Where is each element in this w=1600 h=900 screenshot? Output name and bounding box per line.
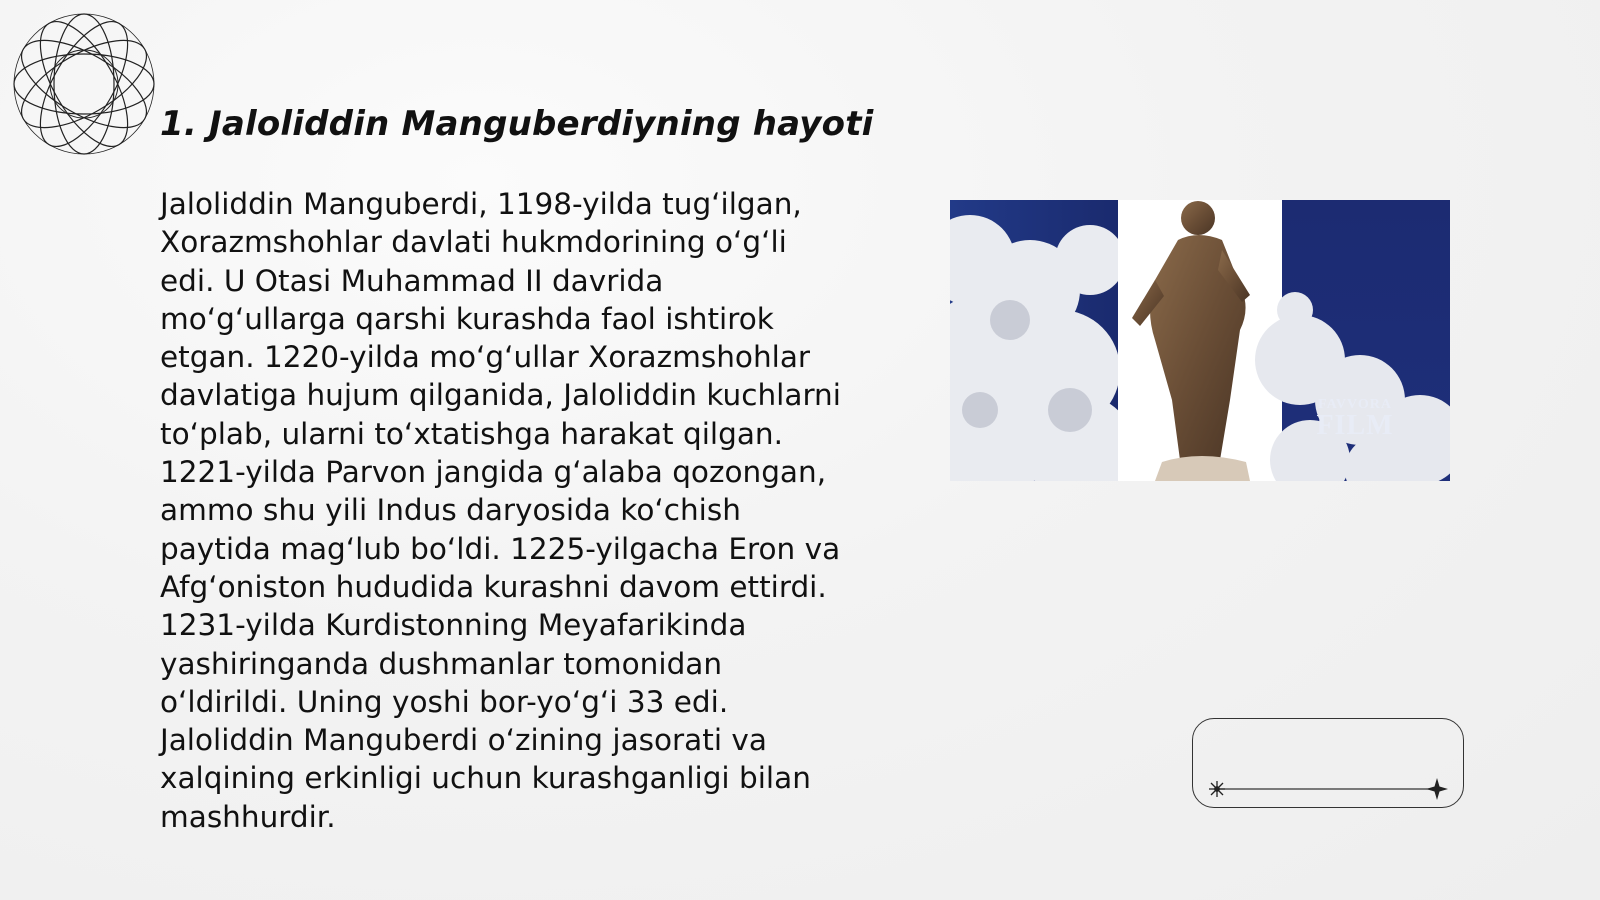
- sparkle-star-icon: [1209, 781, 1225, 797]
- decorative-card: [1192, 718, 1464, 808]
- monument-photo: [950, 200, 1450, 481]
- slide-body-text: Jaloliddin Manguberdi, 1198-yilda tugʻilgan, Xorazmshohlar davlati hukmdorining oʻgʻli edi. U Otasi Muhammad II davrida moʻgʻullarga qarshi kurashda faol ishtirok etgan. 1220-yilda moʻgʻullar Xorazmshohlar davlatiga hujum qilganida, Jaloliddin kuchlarni toʻplab, ularni toʻxtatishga harakat qilgan. 1221-yilda Parvon jangida gʻalaba qozongan, ammo shu yili Indus daryosida koʻchish paytida magʻlub boʻldi. 1225-yilgacha Eron va Afgʻoniston hududida kurashni davom ettirdi. 1231-yilda Kurdistonning Meyafarikinda yashiringanda dushmanlar tomonidan oʻldirildi. Uning yoshi bor-yoʻgʻi 33 edi. Jaloliddin Manguberdi oʻzining jasorati va xalqining erkinligi uchun kurashganligi bilan mashhurdir.: [160, 187, 841, 834]
- brand-watermark: [1300, 398, 1410, 440]
- four-point-star-icon: [1426, 778, 1448, 800]
- circular-line-ornament-icon: [10, 10, 158, 158]
- brand-line-1: FAVVORA: [1318, 397, 1392, 412]
- slide-title: 1. Jaloliddin Manguberdiyning hayoti: [160, 104, 874, 144]
- brand-line-2: FILM: [1316, 410, 1394, 441]
